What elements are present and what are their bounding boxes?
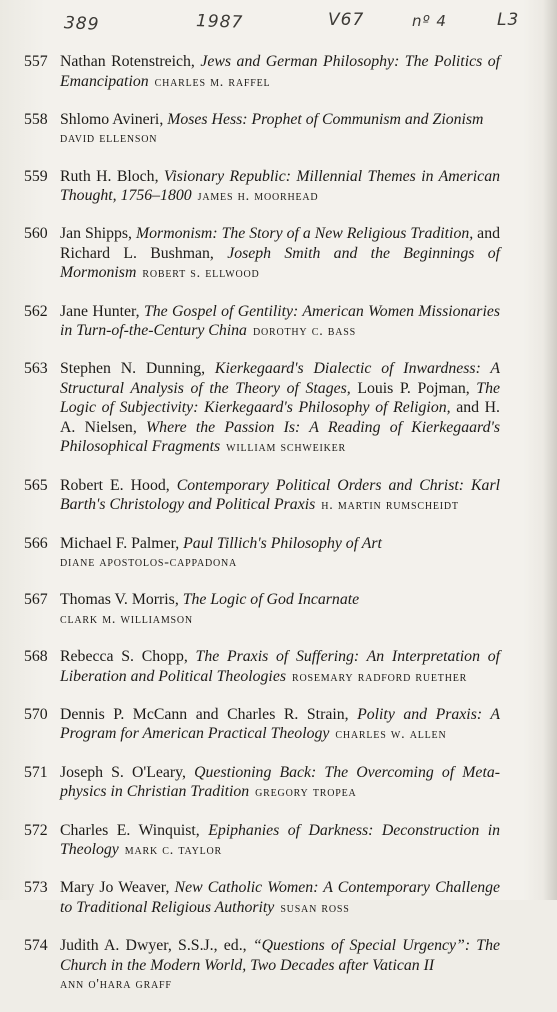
author-text: and H. A. Nielsen, [60, 399, 500, 436]
entry-page-number: 559 [24, 167, 48, 185]
entry-citation [60, 763, 500, 803]
reviewer-name: charles w. allen [335, 727, 447, 743]
review-entry [24, 705, 500, 745]
entry-citation [60, 224, 500, 284]
entry-citation [60, 534, 500, 573]
handwritten-note: L3 [497, 10, 520, 30]
entry-page-number: 565 [24, 476, 48, 494]
entry-citation [60, 936, 500, 995]
entry-page-number: 574 [24, 937, 48, 955]
handwritten-note: 1987 [195, 11, 244, 33]
author-text: Dennis P. McCann and Charles R. Strain, [60, 705, 358, 723]
book-title: Polity and Praxis: A Program for American Practical Theology [60, 705, 500, 743]
review-entry [24, 936, 500, 995]
author-text: Jane Hunter, [60, 302, 144, 320]
review-entry [24, 647, 500, 687]
entry-page-number: 567 [24, 591, 48, 609]
book-title: Paul Tillich's Philosophy of Art [183, 534, 382, 552]
book-title: Epiphanies of Darkness: Deconstruction in Theology [60, 821, 500, 859]
handwritten-annotations [0, 10, 557, 40]
entry-page-number: 571 [24, 763, 48, 781]
reviewer-name: h. martin rumscheidt [321, 498, 459, 514]
review-entry [24, 167, 500, 207]
review-entry [24, 110, 500, 149]
reviewer-name: gregory tropea [255, 785, 357, 801]
reviewer-name: rosemary radford ruether [291, 669, 468, 685]
entry-page-number: 558 [24, 110, 48, 128]
reviewer-name: diane apostolos-cappadona [60, 555, 238, 571]
book-title: Questioning Back: The Overcoming of Metaphysics in Christian Tradition [60, 763, 500, 801]
review-entry [24, 359, 500, 458]
book-title: The Gospel of Gentility: American Women Missionaries in Turn-of-the-Century China [60, 302, 500, 340]
entry-page-number: 573 [24, 879, 48, 897]
review-entry [24, 476, 500, 516]
page-edge-shadow [543, 0, 557, 900]
author-text: Joseph S. O'Leary, [60, 763, 195, 781]
book-title: Joseph Smith and the Beginnings of Mormonism [60, 244, 500, 282]
reviewer-name: ann o'hara graff [60, 977, 172, 993]
author-text: Judith A. Dwyer, S.S.J., ed., [60, 937, 253, 955]
entry-citation [60, 110, 500, 149]
author-text: Jan Shipps, [60, 225, 136, 243]
handwritten-note: 389 [63, 13, 100, 35]
book-title: Contemporary Political Orders and Christ: Karl Barth's Christology and Political Praxis [60, 476, 500, 514]
entry-citation [60, 167, 500, 207]
entry-citation [60, 590, 500, 629]
entry-page-number: 562 [24, 302, 48, 320]
entry-page-number: 560 [24, 225, 48, 243]
author-text: Mary Jo Weaver, [60, 879, 175, 897]
review-entry [24, 590, 500, 629]
author-text: Rebecca S. Chopp, [60, 648, 196, 666]
review-entry [24, 534, 500, 573]
book-title: The Logic of God Incarnate [182, 591, 360, 609]
author-text: Michael F. Palmer, [60, 534, 184, 552]
entry-page-number: 568 [24, 648, 48, 666]
reviewer-name: david ellenson [60, 131, 158, 147]
author-text: Ruth H. Bloch, [60, 167, 164, 185]
review-entry [24, 52, 500, 92]
entry-citation [60, 476, 500, 516]
book-title: Mormonism: The Story of a New Religious Tradition, [135, 225, 474, 243]
entry-page-number: 572 [24, 821, 48, 839]
reviewer-name: robert s. ellwood [142, 266, 260, 282]
entry-citation [60, 705, 500, 745]
handwritten-note: V67 [328, 10, 365, 30]
reviewer-name: susan ross [280, 900, 350, 916]
handwritten-note: nº 4 [412, 12, 447, 30]
entry-citation [60, 821, 500, 861]
entry-citation [60, 878, 500, 918]
book-review-list [24, 52, 500, 1012]
author-text: Nathan Rotenstreich, [60, 53, 201, 70]
entry-citation [60, 302, 500, 342]
entry-citation [60, 647, 500, 687]
entry-page-number: 563 [24, 360, 48, 378]
book-title: Moses Hess: Prophet of Communism and Zionism [167, 110, 484, 128]
reviewer-name: mark c. taylor [124, 843, 223, 859]
entry-citation [60, 52, 500, 92]
book-title: Jews and German Philosophy: The Politics of Emancipation [60, 53, 501, 90]
author-text: Charles E. Winquist, [60, 821, 209, 839]
book-title: Kierkegaard's Dialectic of Inwardness: A Structural Analysis of the Theory of Stages, [60, 360, 501, 397]
entry-citation [60, 359, 500, 458]
reviewer-name: william schweiker [226, 440, 347, 456]
author-text: Shlomo Avineri, [60, 110, 168, 128]
reviewer-name: clark m. williamson [60, 611, 193, 627]
entry-page-number: 566 [24, 534, 48, 552]
author-text: and Richard L. Bushman, [60, 225, 500, 262]
book-title: “Questions of Special Urgency”: The Church in the Modern World, Two Decades after Vatican II [60, 937, 500, 974]
reviewer-name: dorothy c. bass [252, 324, 357, 340]
review-entry [24, 763, 500, 803]
entry-page-number: 557 [24, 53, 48, 70]
reviewer-name: james h. moorhead [197, 189, 319, 205]
book-title: Where the Passion Is: A Reading of Kierkegaard's Philosophical Fragments [60, 418, 500, 456]
review-entry [24, 302, 500, 342]
author-text: Thomas V. Morris, [60, 591, 183, 609]
author-text: Louis P. Pojman, [350, 379, 477, 397]
review-entry [24, 821, 500, 861]
book-title: New Catholic Women: A Contemporary Challenge to Traditional Religious Authority [60, 879, 501, 916]
book-title: The Logic of Subjectivity: Kierkegaard's Philosophy of Religion, [60, 379, 500, 417]
book-title: The Praxis of Suffering: An Interpretation of Liberation and Political Theologies [60, 648, 500, 685]
entry-page-number: 570 [24, 705, 48, 723]
reviewer-name: charles m. raffel [154, 74, 271, 90]
review-entry [24, 224, 500, 284]
author-text: Stephen N. Dunning, [60, 360, 215, 378]
review-entry [24, 878, 500, 918]
author-text: Robert E. Hood, [60, 476, 177, 494]
book-title: Visionary Republic: Millennial Themes in American Thought, 1756–1800 [60, 167, 500, 205]
